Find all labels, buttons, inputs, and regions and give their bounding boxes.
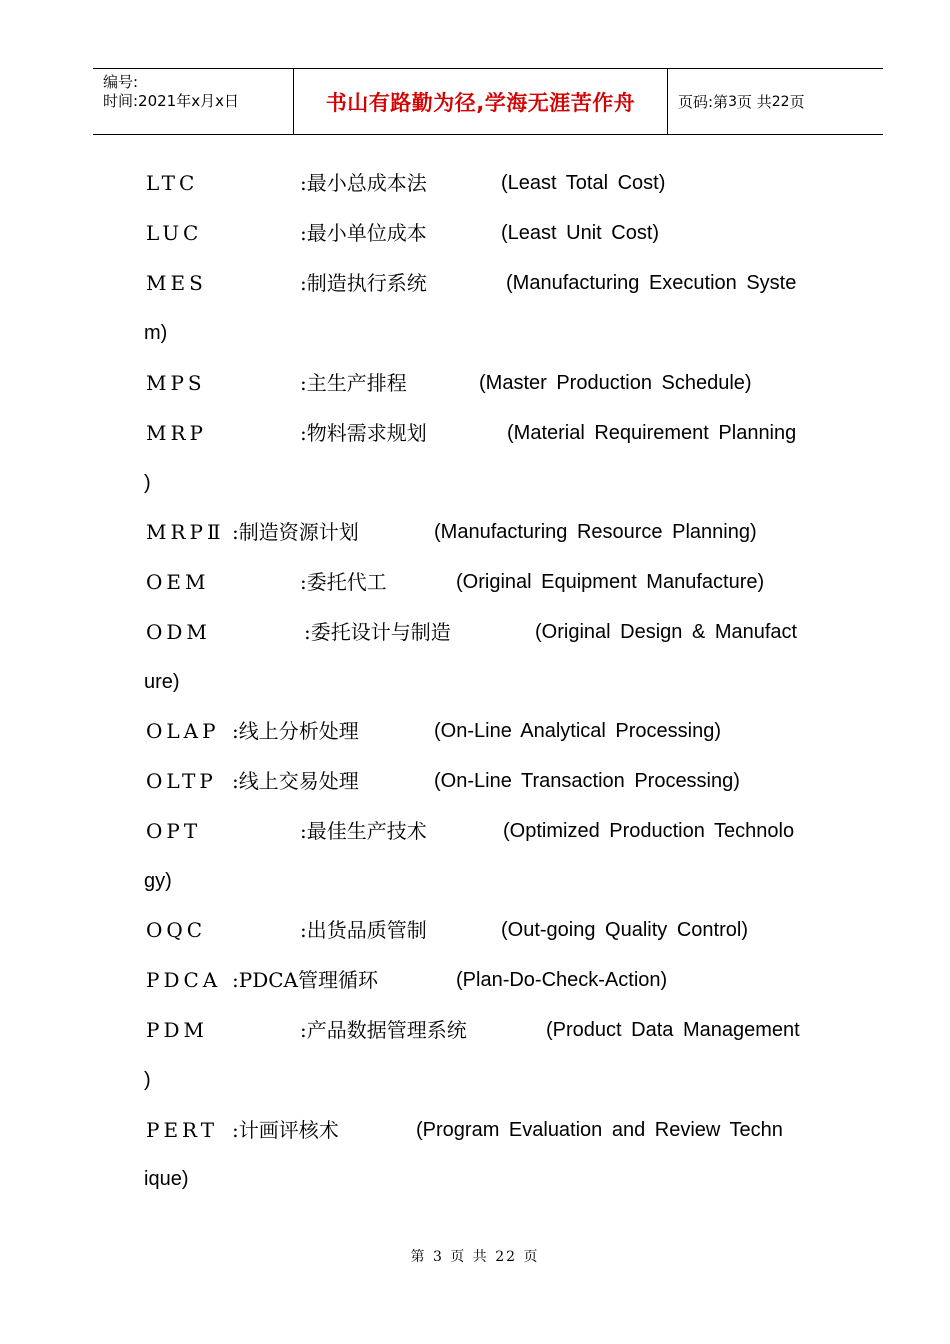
entry-english: (Program Evaluation and Review Techn [416,1119,783,1141]
entry-abbr: OQC [146,918,207,942]
entry-english: (Manufacturing Resource Planning) [434,521,757,543]
page-label-prefix: 页码:第 [678,93,729,111]
entry-abbr: PERT [146,1118,219,1142]
page-total: 22 [771,93,790,110]
document-number-label: 编号: [103,73,139,91]
entry-english: (Manufacturing Execution Syste [506,272,797,294]
entry-english: (Original Equipment Manufacture) [456,571,765,593]
entry-chinese: :线上分析处理 [232,719,359,743]
entry-english: (Out-going Quality Control) [501,919,748,941]
entry-chinese: :委托代工 [300,570,387,594]
header-page-cell [668,69,883,134]
document-time-label: 时间:2021年x月x日 [103,92,239,110]
entry-abbr: OLAP [146,719,220,743]
entry-english: (Least Unit Cost) [501,222,660,244]
entry-abbr: OEM [146,570,210,594]
page-label-suffix: 页 [789,93,805,111]
entry-abbr: PDCA [146,968,222,992]
entry-english-continuation: ique) [144,1168,189,1190]
entry-abbr: LUC [146,221,203,245]
entry-english-continuation: ) [144,472,151,494]
entry-abbr: MPS [146,371,206,395]
entry-english: (Master Production Schedule) [479,372,752,394]
entry-abbr: OPT [146,819,202,843]
entry-chinese: :线上交易处理 [232,769,359,793]
entry-english-continuation: gy) [144,870,172,892]
entry-abbr: LTC [146,171,199,195]
entry-english: (Original Design & Manufact [535,621,798,643]
entry-english-continuation: m) [144,322,168,344]
entry-abbr: MES [146,271,207,295]
entry-abbr: PDM [146,1018,208,1042]
entry-chinese: :物料需求规划 [300,421,427,445]
header-motto: 书山有路勤为径,学海无涯苦作舟 [325,90,636,115]
entry-english-continuation: ure) [144,671,180,693]
page-current: 3 [728,93,737,110]
entry-chinese: :制造资源计划 [232,520,359,544]
entry-abbr: MRPⅡ [146,520,225,544]
entry-english: (Plan-Do-Check-Action) [456,969,668,991]
entry-chinese: :主生产排程 [300,371,407,395]
header-motto-cell [294,69,668,134]
entry-chinese: :产品数据管理系统 [300,1018,467,1042]
entry-chinese: :最小总成本法 [300,171,427,195]
entry-chinese: :制造执行系统 [300,271,427,295]
entry-english: (Product Data Management [546,1019,800,1041]
entry-english: (Material Requirement Planning [507,422,797,444]
page-footer: 第 3 页 共 22 页 [410,1249,540,1265]
page-label-middle: 页 共 [736,93,772,111]
entry-abbr: ODM [146,620,211,644]
header-meta-cell [93,69,294,134]
entry-english: (Least Total Cost) [501,172,666,194]
entry-chinese: :出货品质管制 [300,918,427,942]
entry-english: (Optimized Production Technolo [503,820,795,842]
entry-abbr: MRP [146,421,207,445]
entry-chinese: :委托设计与制造 [304,620,451,644]
entry-chinese: :最佳生产技术 [300,819,427,843]
entry-english-continuation: ) [144,1069,151,1091]
entry-english: (On-Line Transaction Processing) [434,770,740,792]
entry-chinese: :PDCA管理循环 [232,968,378,992]
entry-chinese: :计画评核术 [232,1118,339,1142]
entry-chinese: :最小单位成本 [300,221,427,245]
entry-english: (On-Line Analytical Processing) [434,720,722,742]
entry-abbr: OLTP [146,769,217,793]
page-header [93,68,883,135]
